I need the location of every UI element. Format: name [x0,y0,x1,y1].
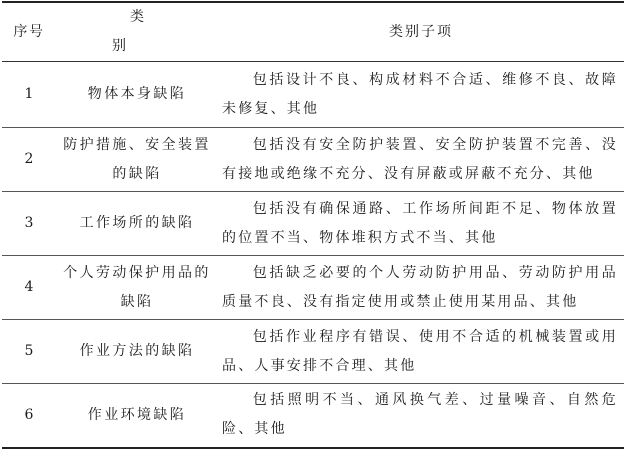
row-category: 工作场所的缺陷 [56,192,218,256]
row-number: 4 [2,256,56,320]
table-row [2,320,624,384]
header-category: 类 别 [56,2,218,62]
row-items: 包括缺乏必要的个人劳动防护用品、劳动防护用品质量不良、没有指定使用或禁止使用某用品、其他 [218,256,624,320]
row-items: 包括设计不良、构成材料不合适、维修不良、故障未修复、其他 [218,62,624,128]
row-number: 3 [2,192,56,256]
row-number: 2 [2,128,56,192]
row-category: 防护措施、安全装置的缺陷 [56,128,218,192]
table-row [2,384,624,448]
row-category: 作业环境缺陷 [87,406,187,423]
table-header [2,2,624,62]
row-items: 包括没有确保通路、工作场所间距不足、物体放置的位置不当、物体堆积方式不当、其他 [218,192,624,256]
row-number: 1 [2,62,56,128]
table-body [2,62,624,448]
row-items: 包括作业程序有错误、使用不合适的机械装置或用品、人事安排不合理、其他 [218,320,624,384]
header-row [2,2,624,62]
row-category: 作业方法的缺陷 [56,320,218,384]
row-items: 包括照明不当、通风换气差、过量噪音、自然危险、其他 [222,392,618,438]
row-category: 物体本身缺陷 [56,62,218,128]
defect-category-table [2,1,624,449]
row-number: 5 [2,320,56,384]
table-row [2,256,624,320]
header-serial-number: 序号 [2,2,56,62]
row-number: 6 [24,406,34,423]
row-items: 包括没有安全防护装置、安全防护装置不完善、没有接地或绝缘不充分、没有屏蔽或屏蔽不充分、其他 [218,128,624,192]
table-row [2,62,624,128]
table-row [2,128,624,192]
header-category-items: 类别子项 [218,2,624,62]
table-row [2,192,624,256]
row-category: 个人劳动保护用品的缺陷 [56,256,218,320]
